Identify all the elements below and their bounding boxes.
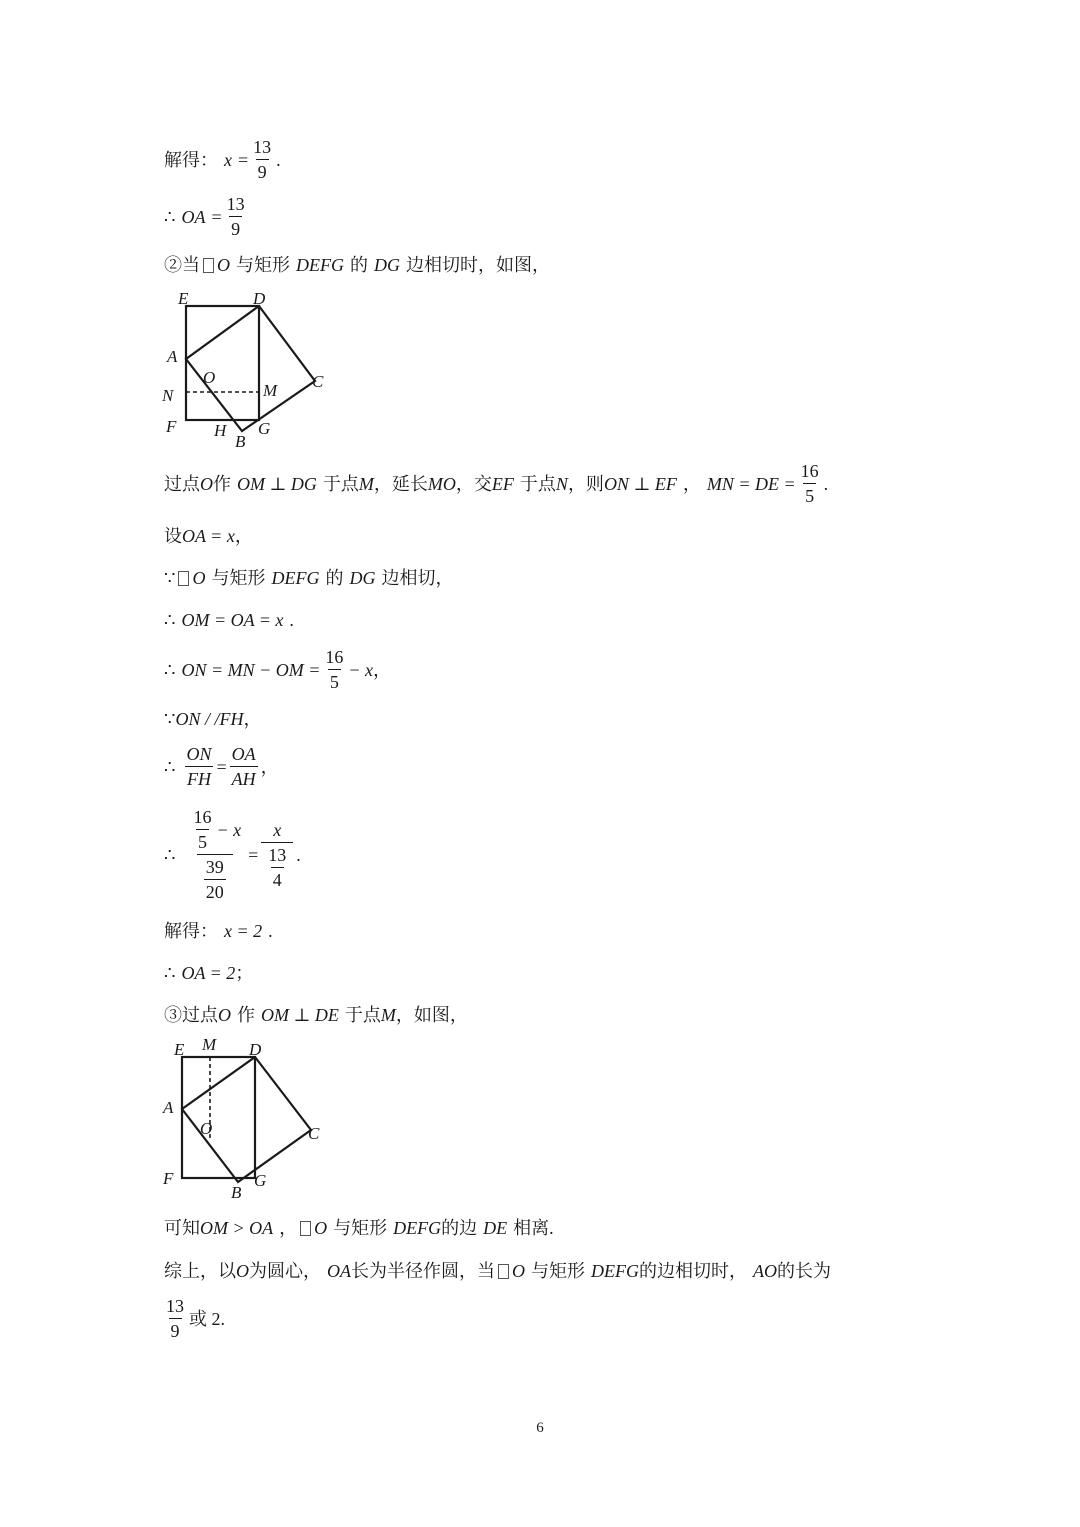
- solution-line-15: 可知 OM > OA ， O 与矩形 DEFG 的边 DE 相离.: [164, 1218, 554, 1238]
- solution-line-12: 解得： x = 2 .: [164, 921, 273, 941]
- conclusion-line: 综上，以 O 为圆心， OA 长为半径作圆，当 O 与矩形 DEFG 的边相切时， AO 的长为: [164, 1261, 831, 1281]
- solution-line-4: 过点 O 作 OM ⊥ DG 于点 M ，延长 MO ，交 EF 于点 N ，则 ON ⊥ EF ， MN = DE = $\frac{16}{5}$ .: [164, 461, 829, 506]
- math-oa: OA: [181, 206, 206, 227]
- label-B: B: [235, 432, 246, 451]
- label-E: E: [178, 289, 189, 308]
- label-C: C: [308, 1124, 320, 1143]
- solution-line-1: 解得： x = $\frac{13}{9}$ .: [164, 137, 281, 182]
- solution-line-5: 设 OA = x ，: [164, 526, 253, 546]
- geometry-figure-2: [158, 1032, 338, 1204]
- circle-symbol-icon: [178, 571, 189, 586]
- label-D: D: [253, 289, 266, 308]
- circle-symbol-icon: [300, 1221, 311, 1236]
- text-solve: 解得：: [164, 149, 218, 170]
- label-A: A: [167, 347, 178, 366]
- label-G: G: [254, 1171, 267, 1190]
- case-3-heading: ③过点 O 作 OM ⊥ DE 于点 M ，如图，: [164, 1005, 468, 1025]
- solution-line-2: ∴ OA = $\frac{13}{9}$: [164, 194, 245, 239]
- label-G: G: [258, 419, 271, 438]
- solution-line-8: ∴ ON = MN − OM = $\frac{16}{5}$ − x ，: [164, 647, 392, 692]
- therefore-symbol: ∴: [164, 206, 176, 227]
- label-O: O: [203, 368, 216, 387]
- fraction-16-5: $\frac{16}{5}$: [193, 807, 212, 852]
- label-C: C: [312, 372, 324, 391]
- solution-line-6: ∵ O 与矩形 DEFG 的 DG 边相切，: [164, 568, 454, 588]
- solution-line-13: ∴ OA = 2 ；: [164, 963, 254, 983]
- rectangle-defg: [182, 1057, 255, 1178]
- solution-line-9: ∵ ON / /FH ，: [164, 709, 262, 729]
- fraction-16-5: $\frac{16}{5}$: [325, 647, 344, 692]
- var-x: x: [224, 149, 232, 170]
- label-D: D: [249, 1040, 262, 1059]
- label-M: M: [202, 1035, 217, 1054]
- page-number: 6: [536, 1420, 544, 1436]
- fraction-on-fh: $\frac{ON}{FH}$: [186, 744, 212, 789]
- fraction-oa-ah: $\frac{OA}{AH}$: [231, 744, 256, 789]
- label-M: M: [263, 381, 278, 400]
- label-N: N: [162, 386, 174, 405]
- label-F: F: [166, 417, 177, 436]
- rectangle-defg: [186, 306, 259, 420]
- compound-fraction-left: $\frac{16}{5}$ − x $\frac{39}{20}$: [193, 807, 242, 902]
- label-O: O: [200, 1119, 213, 1138]
- solution-line-10: ∴ $\frac{ON}{FH}$ = $\frac{OA}{AH}$ ，: [164, 744, 279, 789]
- fraction-39-20: $\frac{39}{20}$: [205, 857, 224, 902]
- fraction-13-4: $\frac{13}{4}$: [268, 844, 287, 890]
- solution-line-7: ∴ OM = OA = x .: [164, 610, 294, 630]
- fraction-13-9: $\frac{13}{9}$: [166, 1296, 184, 1341]
- label-B: B: [231, 1183, 242, 1202]
- fraction-13-9: $\frac{13}{9}$: [226, 194, 245, 239]
- fraction-16-5: $\frac{16}{5}$: [800, 461, 819, 506]
- circle-symbol-icon: [203, 258, 214, 273]
- equals-sign: =: [238, 149, 249, 170]
- fraction-13-9: $\frac{13}{9}$: [253, 137, 272, 182]
- circle-symbol-icon: [498, 1264, 509, 1279]
- solution-line-11: ∴ $\frac{16}{5}$ − x $\frac{39}{20}$ = $\frac{x}{\frac{13}{4}}$ .: [164, 807, 301, 902]
- compound-fraction-right: $\frac{x}{\frac{13}{4}}$: [261, 821, 293, 889]
- final-answer: $\frac{13}{9}$ 或 2.: [166, 1296, 225, 1341]
- geometry-figure-1: [160, 284, 340, 454]
- label-E: E: [174, 1040, 185, 1059]
- label-F: F: [163, 1169, 174, 1188]
- label-A: A: [163, 1098, 174, 1117]
- case-2-heading: ②当 O 与矩形 DEFG 的 DG 边相切时，如图，: [164, 255, 550, 275]
- label-H: H: [214, 421, 227, 440]
